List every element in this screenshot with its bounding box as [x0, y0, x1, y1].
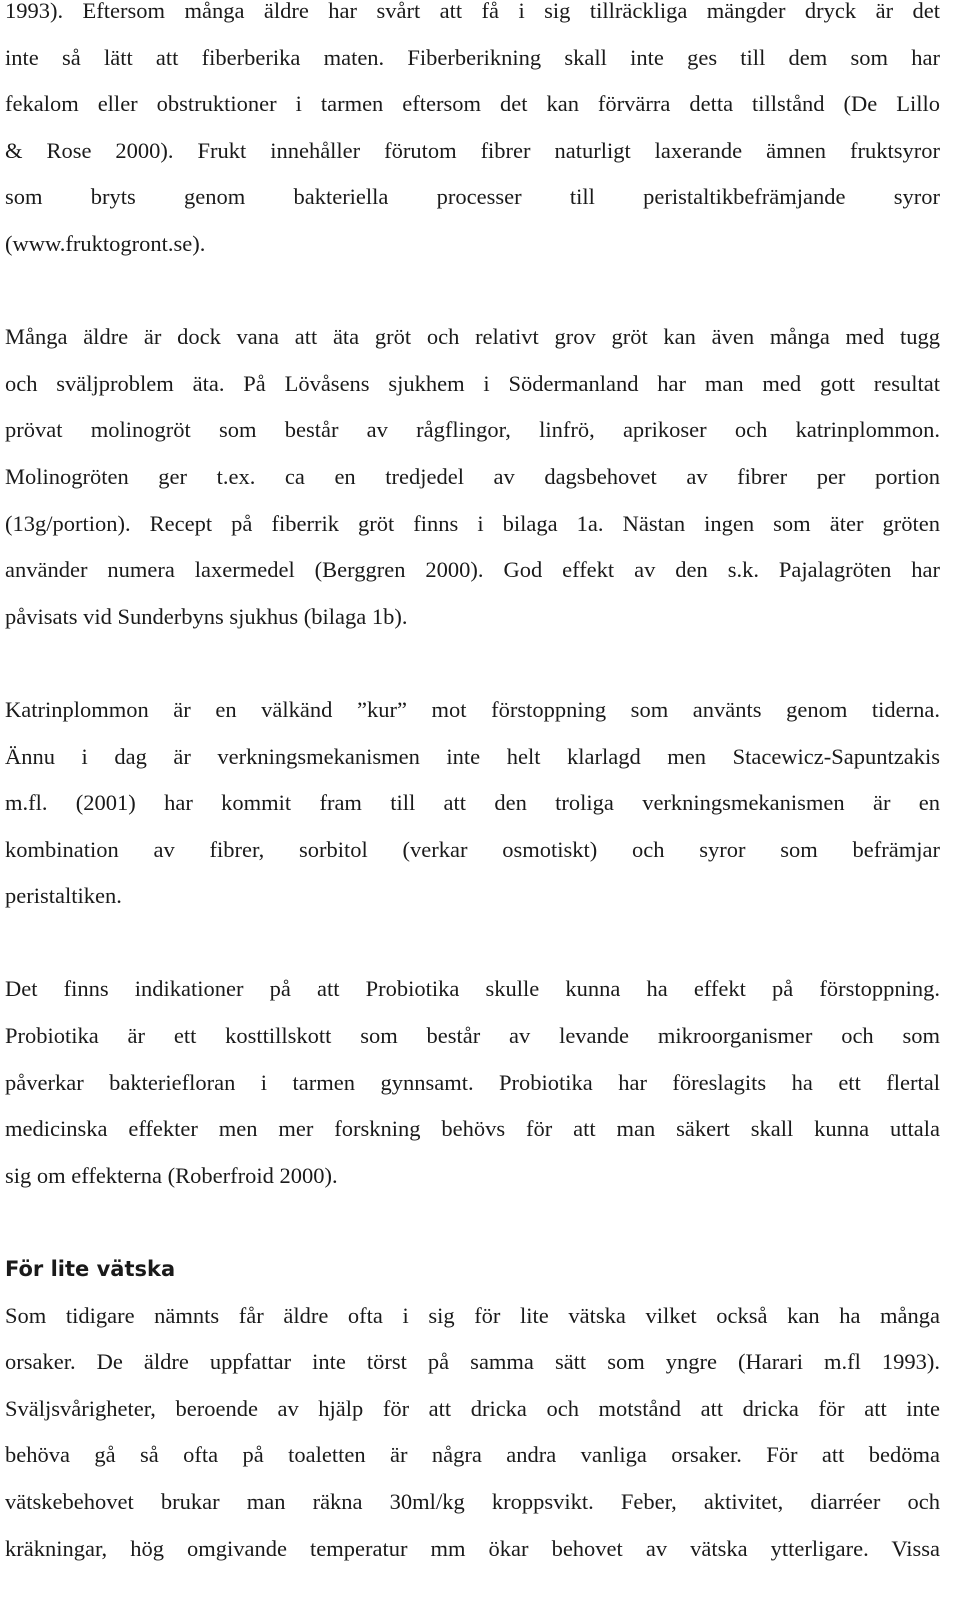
- text-line: Probiotika är ett kosttillskott som består av levande mikroorganismer och som: [5, 1023, 940, 1049]
- text-line: Det finns indikationer på att Probiotika skulle kunna ha effekt på förstoppning.: [5, 976, 940, 1002]
- paragraph-prunes: [5, 687, 940, 920]
- text-line: kombination av fibrer, sorbitol (verkar osmotiskt) och syror som befrämjar: [5, 836, 940, 862]
- text-line: använder numera laxermedel (Berggren 2000). God effekt av den s.k. Pajalagröten har: [5, 557, 940, 583]
- text-line: Sväljsvårigheter, beroende av hjälp för att dricka och motstånd att dricka för att inte: [5, 1395, 940, 1421]
- text-line: (www.fruktogront.se).: [5, 230, 206, 256]
- text-line: & Rose 2000). Frukt innehåller förutom fibrer naturligt laxerande ämnen fruktsyror: [5, 137, 940, 163]
- paragraph-gap: [5, 640, 940, 687]
- text-line: Som tidigare nämnts får äldre ofta i sig för lite vätska vilket också kan ha många: [5, 1302, 940, 1328]
- text-line: påverkar bakteriefloran i tarmen gynnsamt. Probiotika har föreslagits ha ett flertal: [5, 1069, 940, 1095]
- section-heading: För lite vätska: [5, 1257, 176, 1282]
- text-line: orsaker. De äldre uppfattar inte törst på samma sätt som yngre (Harari m.fl 1993).: [5, 1349, 940, 1375]
- paragraph-porridge: [5, 314, 940, 640]
- text-line: fekalom eller obstruktioner i tarmen eftersom det kan förvärra detta tillstånd (De Lillo: [5, 91, 940, 117]
- text-line: behöva gå så ofta på toaletten är några andra vanliga orsaker. För att bedöma: [5, 1442, 940, 1468]
- text-line: Många äldre är dock vana att äta gröt och relativt grov gröt kan även många med tugg: [5, 324, 940, 350]
- text-line: vätskebehovet brukar man räkna 30ml/kg kroppsvikt. Feber, aktivitet, diarréer och: [5, 1489, 940, 1514]
- text-line: prövat molinogröt som består av rågflingor, linfrö, aprikoser och katrinplommon.: [5, 417, 940, 443]
- document-page: [5, 0, 940, 1572]
- paragraph-gap: [5, 920, 940, 967]
- text-line: kräkningar, hög omgivande temperatur mm ökar behovet av vätska ytterligare. Vissa: [5, 1535, 940, 1561]
- paragraph-fluids: [5, 1293, 940, 1573]
- text-line: medicinska effekter men mer forskning behövs för att man säkert skall kunna uttala: [5, 1116, 940, 1142]
- text-line: (13g/portion). Recept på fiberrik gröt finns i bilaga 1a. Nästan ingen som äter gröten: [5, 510, 940, 536]
- text-line: Katrinplommon är en välkänd ”kur” mot förstoppning som använts genom tiderna.: [5, 696, 940, 722]
- text-line: Ännu i dag är verkningsmekanismen inte helt klarlagd men Stacewicz-Sapuntzakis: [5, 743, 940, 769]
- text-line: peristaltiken.: [5, 883, 122, 909]
- paragraph-gap: [5, 1199, 940, 1246]
- text-line: sig om effekterna (Roberfroid 2000).: [5, 1162, 338, 1188]
- paragraph-probiotics: [5, 966, 940, 1199]
- paragraph-gap: [5, 268, 940, 315]
- text-line: som bryts genom bakteriella processer till peristaltikbefrämjande syror: [5, 184, 940, 210]
- text-line: påvisats vid Sunderbyns sjukhus (bilaga 1b).: [5, 603, 408, 629]
- text-line: m.fl. (2001) har kommit fram till att den troliga verkningsmekanismen är en: [5, 790, 940, 816]
- text-line: inte så lätt att fiberberika maten. Fiberberikning skall inte ges till dem som har: [5, 44, 940, 70]
- text-line: 1993). Eftersom många äldre har svårt att få i sig tillräckliga mängder dryck är det: [5, 0, 940, 23]
- paragraph-fiber-fruit: [5, 0, 940, 268]
- text-line: och sväljproblem äta. På Lövåsens sjukhem i Södermanland har man med gott resultat: [5, 370, 940, 396]
- text-line: Molinogröten ger t.ex. ca en tredjedel av dagsbehovet av fibrer per portion: [5, 463, 940, 489]
